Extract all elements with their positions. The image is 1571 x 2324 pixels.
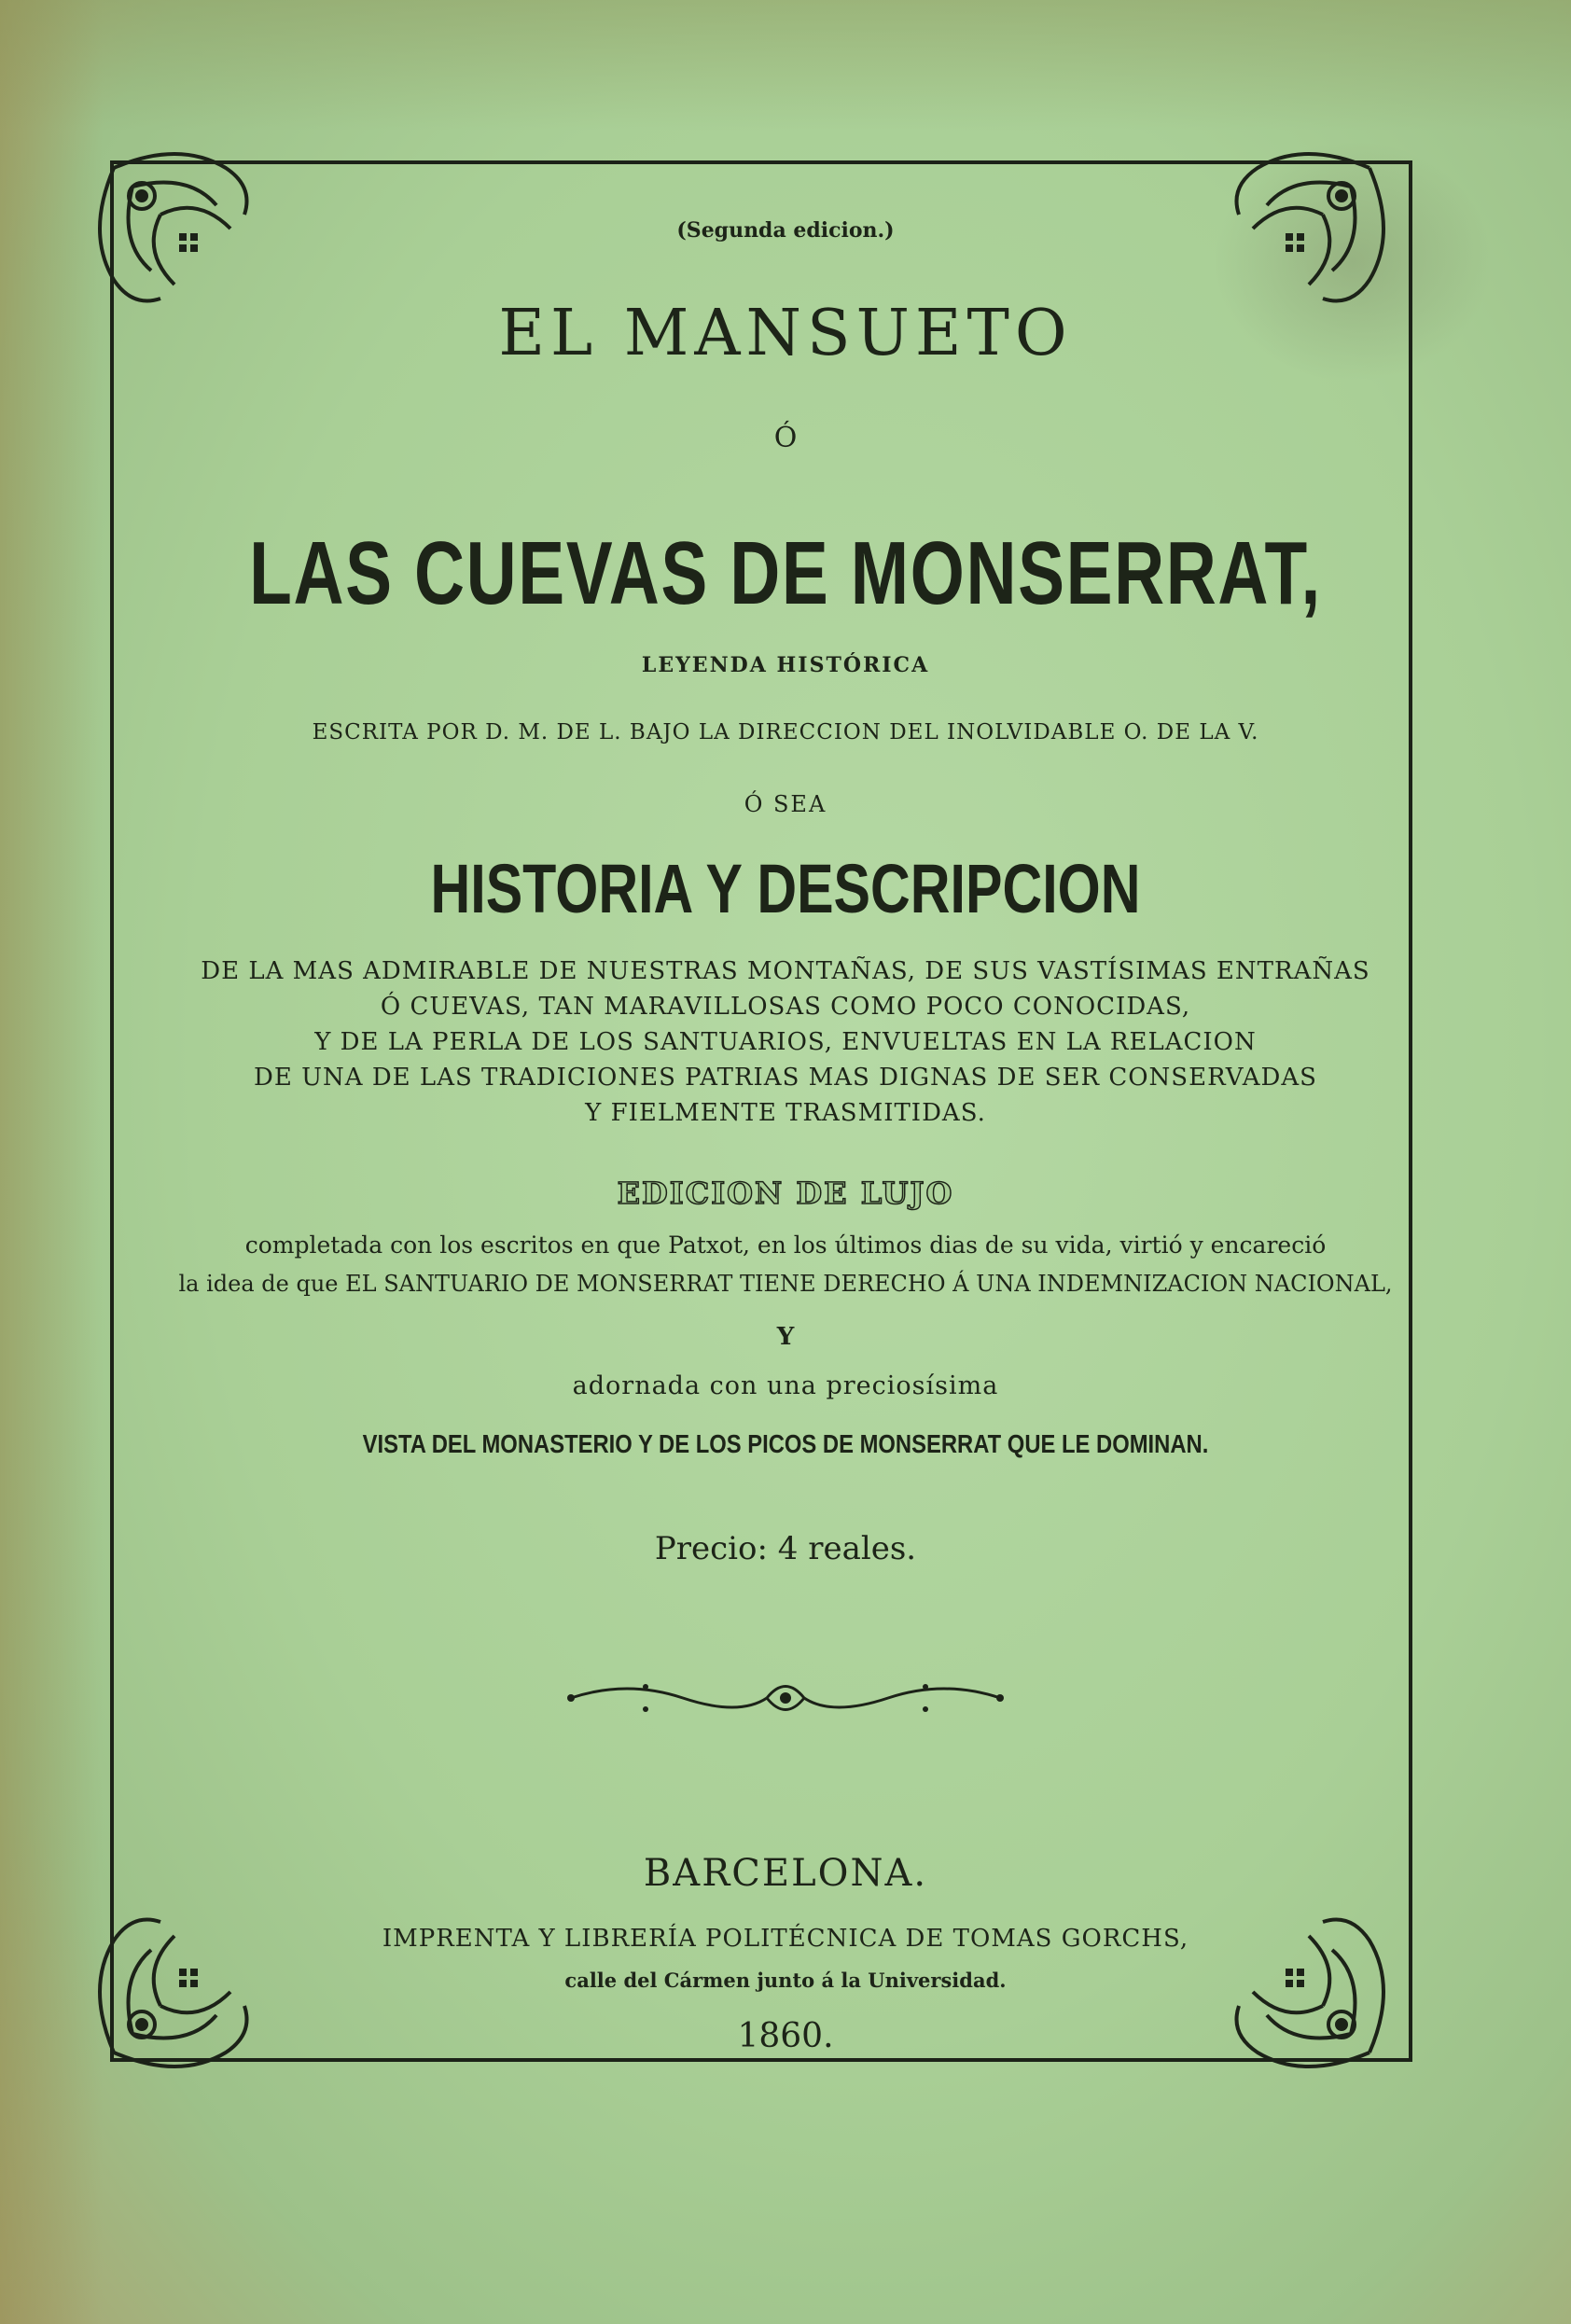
description-line: Y DE LA PERLA DE LOS SANTUARIOS, ENVUELTAS EN LA RELACION xyxy=(314,1028,1257,1056)
title-or: Ó xyxy=(773,422,798,454)
view-line: VISTA DEL MONASTERIO Y DE LOS PICOS DE MONSERRAT QUE LE DOMINAN. xyxy=(362,1429,1209,1458)
year-line: 1860. xyxy=(737,2017,834,2055)
edition-note: (Segunda edicion.) xyxy=(676,218,895,243)
o-sea-line: Ó SEA xyxy=(744,791,827,817)
luxury-edition-label: EDICION DE LUJO xyxy=(617,1176,954,1211)
printer-line: IMPRENTA Y LIBRERÍA POLITÉCNICA DE TOMAS GORCHS, xyxy=(382,1925,1189,1953)
genre-label: LEYENDA HISTÓRICA xyxy=(641,653,930,677)
description-line: DE UNA DE LAS TRADICIONES PATRIAS MAS DIGNAS DE SER CONSERVADAS xyxy=(254,1064,1317,1092)
completed-line: completada con los escritos en que Patxot, en los últimos dias de su vida, virtió y encareció xyxy=(244,1232,1327,1259)
city-line: BARCELONA. xyxy=(643,1852,928,1895)
conjunction: Y xyxy=(776,1323,795,1351)
title-subtitle: LAS CUEVAS DE MONSERRAT, xyxy=(249,523,1322,623)
address-line: calle del Cármen junto á la Universidad. xyxy=(564,1969,1007,1992)
title-main: EL MANSUETO xyxy=(498,297,1073,370)
authorship-line: ESCRITA POR D. M. DE L. BAJO LA DIRECCION DEL INOLVIDABLE O. DE LA V. xyxy=(312,720,1259,745)
price-line: Precio: 4 reales. xyxy=(654,1530,917,1567)
adorned-line: adornada con una preciosísima xyxy=(572,1371,999,1400)
description-line: Ó CUEVAS, TAN MARAVILLOSAS COMO POCO CONOCIDAS, xyxy=(380,993,1191,1021)
paper-stain-top xyxy=(0,0,1571,131)
description-line: Y FIELMENTE TRASMITIDAS. xyxy=(585,1099,986,1127)
divider-ornament-icon xyxy=(552,1670,1019,1726)
description-line: DE LA MAS ADMIRABLE DE NUESTRAS MONTAÑAS, DE SUS VASTÍSIMAS ENTRAÑAS xyxy=(201,957,1370,985)
main-heading: HISTORIA Y DESCRIPCION xyxy=(430,850,1141,927)
idea-line: la idea de que EL SANTUARIO DE MONSERRAT TIENE DERECHO Á UNA INDEMNIZACION NACIONAL, xyxy=(178,1271,1393,1297)
